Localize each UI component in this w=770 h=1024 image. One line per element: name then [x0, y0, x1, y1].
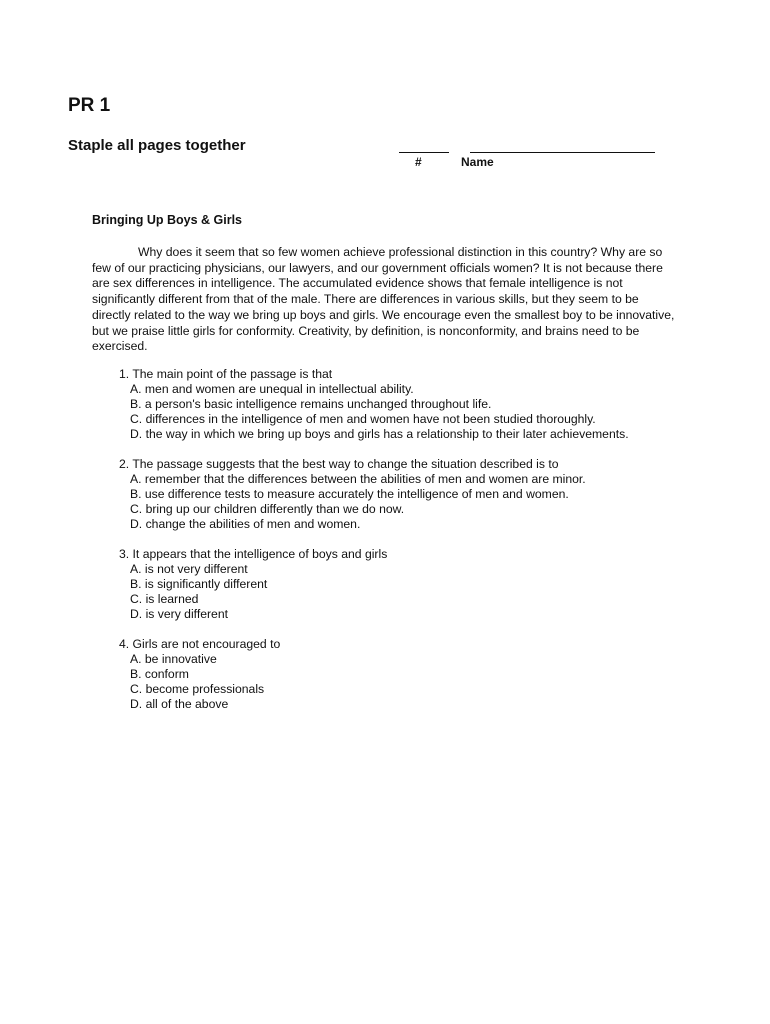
document-title: PR 1	[68, 95, 111, 116]
answer-option: B. a person's basic intelligence remains unchanged throughout life.	[130, 397, 492, 411]
answer-options	[119, 472, 679, 532]
question-1	[119, 367, 679, 442]
staple-instruction: Staple all pages together	[68, 137, 246, 154]
question-2	[119, 457, 679, 532]
passage-title: Bringing Up Boys & Girls	[92, 213, 243, 227]
name-field-label: Name	[461, 155, 494, 169]
passage-text: Why does it seem that so few women achieve professional distinction in this country? Why are so few of our practicing physicians, our lawyers, and our government officials women? It is not because there are sex differences in intelligence. The accumulated evidence shows that female intelligence is not significantly different from that of the male. There are differences in various skills, but they seem to be directly related to the way we bring up boys and girls. We encourage even the smallest boy to be innovative, but we praise little girls for conformity. Creativity, by definition, is nonconformity, and brains need to be exercised.	[92, 245, 675, 354]
question-4	[119, 637, 679, 712]
question-stem: 4. Girls are not encouraged to	[119, 637, 281, 651]
answer-options	[119, 652, 679, 712]
answer-options	[119, 562, 679, 622]
answer-option: D. all of the above	[130, 697, 229, 711]
answer-option: B. conform	[130, 667, 189, 681]
question-stem: 1. The main point of the passage is that	[119, 367, 333, 381]
answer-option: A. remember that the differences between the abilities of men and women are minor.	[130, 472, 586, 486]
answer-option: A. men and women are unequal in intellectual ability.	[130, 382, 414, 396]
answer-option: D. change the abilities of men and women.	[130, 517, 361, 531]
answer-option: B. use difference tests to measure accurately the intelligence of men and women.	[130, 487, 569, 501]
name-blank-line	[470, 152, 655, 153]
answer-option: A. is not very different	[130, 562, 248, 576]
number-field-label: #	[415, 155, 422, 169]
answer-option: B. is significantly different	[130, 577, 268, 591]
question-3	[119, 547, 679, 622]
answer-options	[119, 382, 679, 442]
question-stem: 2. The passage suggests that the best way to change the situation described is to	[119, 457, 559, 471]
answer-option: C. is learned	[130, 592, 199, 606]
answer-option: D. the way in which we bring up boys and girls has a relationship to their later achievements.	[130, 427, 629, 441]
question-list	[119, 367, 679, 727]
answer-option: C. bring up our children differently than we do now.	[130, 502, 405, 516]
number-blank-line	[399, 152, 449, 153]
answer-option: C. differences in the intelligence of men and women have not been studied thoroughly.	[130, 412, 596, 426]
question-stem: 3. It appears that the intelligence of boys and girls	[119, 547, 388, 561]
answer-option: D. is very different	[130, 607, 228, 621]
answer-option: A. be innovative	[130, 652, 217, 666]
answer-option: C. become professionals	[130, 682, 265, 696]
